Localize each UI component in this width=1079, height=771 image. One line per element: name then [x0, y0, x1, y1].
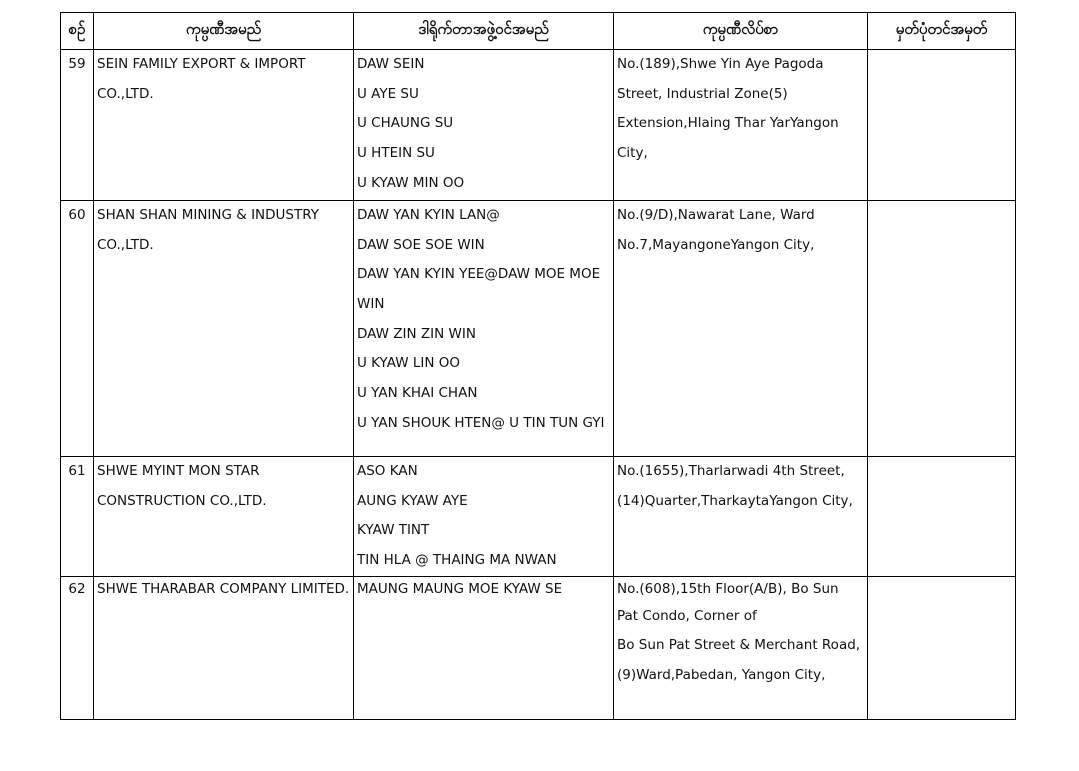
serial-no-cell: 62: [61, 576, 94, 719]
director-name: DAW SEIN: [357, 56, 425, 72]
address-cell: [614, 576, 868, 719]
address-line: (9)Ward,Pabedan, Yangon City,: [617, 667, 826, 684]
address-cell: [614, 201, 868, 457]
company-name-cell: [94, 50, 354, 201]
serial-no-cell: 61: [61, 457, 94, 577]
company-name-line: SEIN FAMILY EXPORT & IMPORT: [97, 56, 306, 72]
serial-no-cell: 60: [61, 201, 94, 457]
company-name-line: SHWE MYINT MON STAR: [97, 463, 260, 479]
address-line: No.(189),Shwe Yin Aye Pagoda: [617, 56, 824, 72]
header-serial-no: စဉ်: [61, 13, 94, 50]
company-name-line: CONSTRUCTION CO.,LTD.: [97, 492, 267, 509]
serial-no-cell: 59: [61, 50, 94, 201]
header-registration-no: မှတ်ပုံတင်အမှတ်: [868, 13, 1016, 50]
director-name: TIN HLA @ THAING MA NWAN: [357, 552, 557, 569]
director-name: AUNG KYAW AYE: [357, 492, 468, 509]
header-company-name: ကုမ္ပဏီအမည်: [94, 13, 354, 50]
directors-cell: [354, 201, 614, 457]
company-name-line: CO.,LTD.: [97, 236, 154, 253]
director-name: U HTEIN SU: [357, 145, 435, 162]
company-name-cell: [94, 457, 354, 577]
directors-cell: [354, 576, 614, 719]
table-row: [61, 576, 1016, 719]
director-name: ASO KAN: [357, 463, 418, 479]
director-name: DAW ZIN ZIN WIN: [357, 325, 476, 342]
header-company-address: ကုမ္ပဏီလိပ်စာ: [614, 13, 868, 50]
address-line: No.(608),15th Floor(A/B), Bo Sun: [617, 580, 839, 597]
company-name-cell: [94, 576, 354, 719]
address-cell: [614, 50, 868, 201]
company-name-line: SHAN SHAN MINING & INDUSTRY: [97, 207, 320, 223]
director-name: KYAW TINT: [357, 522, 430, 539]
address-line: Street, Industrial Zone(5): [617, 85, 788, 102]
registration-no-cell: [868, 50, 1016, 201]
director-name: U KYAW MIN OO: [357, 174, 465, 191]
company-name-cell: [94, 201, 354, 457]
company-directory-table: [60, 12, 1016, 720]
director-name: U YAN SHOUK HTEN@ U TIN TUN GYI: [357, 414, 605, 431]
address-line: No.(9/D),Nawarat Lane, Ward: [617, 207, 815, 223]
address-line: No.7,MayangoneYangon City,: [617, 236, 815, 253]
director-name: U CHAUNG SU: [357, 115, 454, 132]
directors-cell: [354, 457, 614, 577]
header-director-names: ဒါရိုက်တာအဖွဲ့ဝင်အမည်: [354, 13, 614, 50]
registration-no-cell: [868, 457, 1016, 577]
company-name-line: CO.,LTD.: [97, 85, 154, 102]
address-line: Extension,Hlaing Thar YarYangon: [617, 115, 839, 132]
director-name: DAW SOE SOE WIN: [357, 236, 485, 253]
address-line: Bo Sun Pat Street & Merchant Road,: [617, 637, 861, 654]
directors-cell: [354, 50, 614, 201]
address-line: No.(1655),Tharlarwadi 4th Street,: [617, 463, 845, 479]
director-name: WIN: [357, 296, 385, 313]
address-line: Pat Condo, Corner of: [617, 607, 757, 624]
registration-no-cell: [868, 201, 1016, 457]
director-name: MAUNG MAUNG MOE KYAW SE: [357, 580, 563, 597]
director-name: DAW YAN KYIN YEE@DAW MOE MOE: [357, 266, 601, 283]
director-name: DAW YAN KYIN LAN@: [357, 207, 500, 223]
director-name: U KYAW LIN OO: [357, 355, 461, 372]
registration-no-cell: [868, 576, 1016, 719]
director-name: U YAN KHAI CHAN: [357, 385, 478, 402]
company-name-line: SHWE THARABAR COMPANY LIMITED.: [97, 580, 350, 597]
table-row: [61, 50, 1016, 201]
header-row: [61, 13, 1016, 50]
director-name: U AYE SU: [357, 85, 419, 102]
table-row: [61, 201, 1016, 457]
address-line: (14)Quarter,TharkaytaYangon City,: [617, 492, 853, 509]
address-cell: [614, 457, 868, 577]
table-row: [61, 457, 1016, 577]
address-line: City,: [617, 145, 648, 162]
